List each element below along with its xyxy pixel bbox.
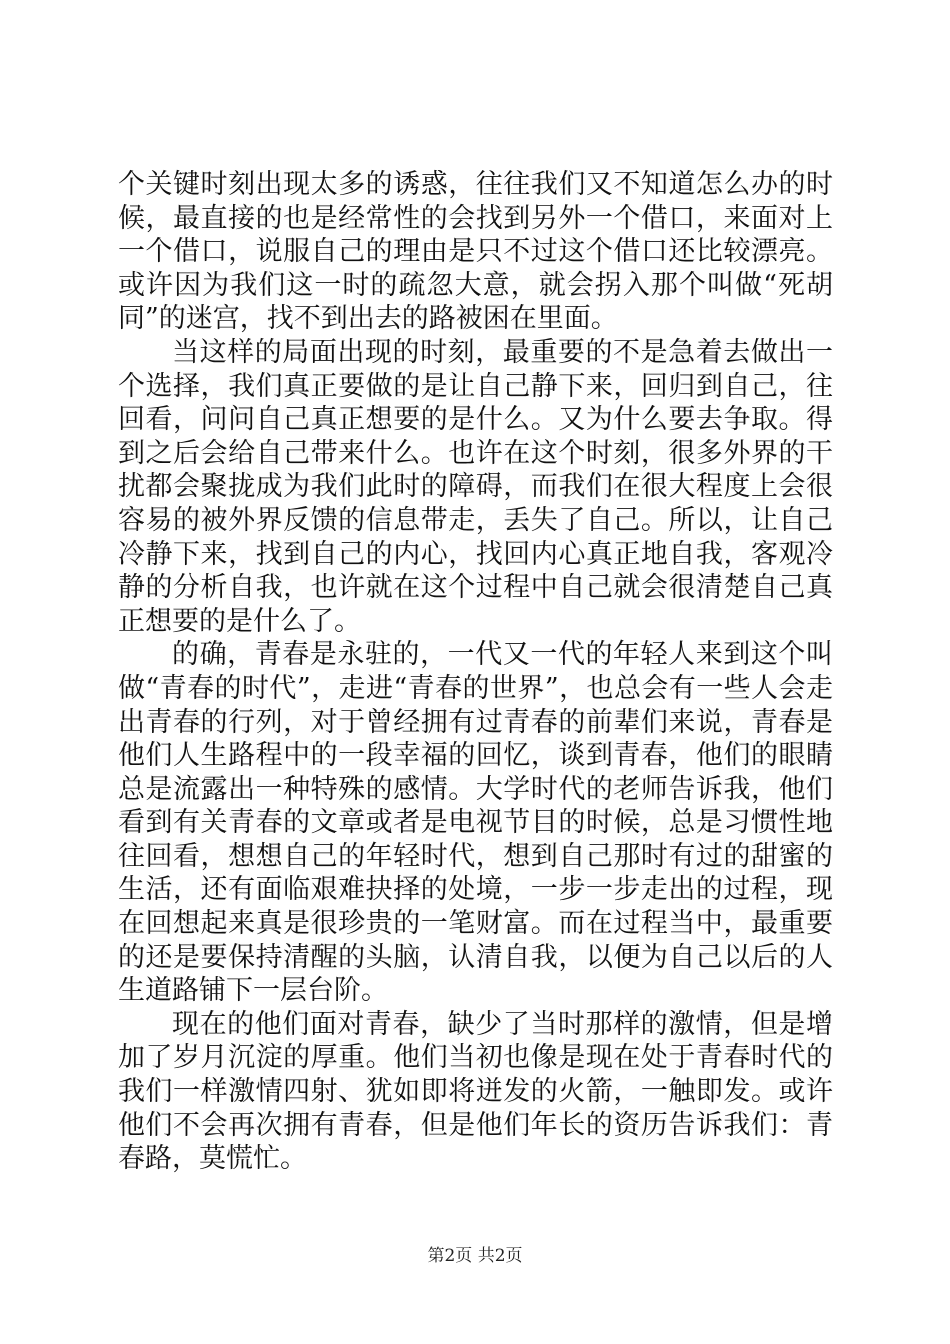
paragraph: 现在的他们面对青春，缺少了当时那样的激情，但是增加了岁月沉淀的厚重。他们当初也像是现在处于青春时代的我们一样激情四射、犹如即将迸发的火箭，一触即发。或许他们不会再次拥有青春，但是他们年长的资历告诉我们：青春路，莫慌忙。 — [118, 1008, 833, 1175]
paragraph-continued: 个关键时刻出现太多的诱惑，往往我们又不知道怎么办的时候，最直接的也是经常性的会找到另外一个借口，来面对上一个借口，说服自己的理由是只不过这个借口还比较漂亮。或许因为我们这一时的疏忽大意，就会拐入那个叫做“死胡同”的迷宫，找不到出去的路被困在里面。 — [118, 169, 833, 335]
document-body — [118, 168, 833, 1176]
paragraph: 当这样的局面出现的时刻，最重要的不是急着去做出一个选择，我们真正要做的是让自己静下来，回归到自己，往回看，问问自己真正想要的是什么。又为什么要去争取。得到之后会给自己带来什么。也许在这个时刻，很多外界的干扰都会聚拢成为我们此时的障碍，而我们在很大程度上会很容易的被外界反馈的信息带走，丢失了自己。所以，让自己冷静下来，找到自己的内心，找回内心真正地自我，客观冷静的分析自我，也许就在这个过程中自己就会很清楚自己真正想要的是什么了。 — [118, 336, 833, 637]
paragraph: 的确，青春是永驻的，一代又一代的年轻人来到这个叫做“青春的时代”，走进“青春的世界”，也总会有一些人会走出青春的行列，对于曾经拥有过青春的前辈们来说，青春是他们人生路程中的一段幸福的回忆，谈到青春，他们的眼睛总是流露出一种特殊的感情。大学时代的老师告诉我，他们看到有关青春的文章或者是电视节目的时候，总是习惯性地往回看，想想自己的年轻时代，想到自己那时有过的甜蜜的生活，还有面临艰难抉择的处境，一步一步走出的过程，现在回想起来真是很珍贵的一笔财富。而在过程当中，最重要的还是要保持清醒的头脑，认清自我，以便为自己以后的人生道路铺下一层台阶。 — [118, 639, 833, 1007]
page-footer: 第2页 共2页 — [427, 1246, 523, 1266]
